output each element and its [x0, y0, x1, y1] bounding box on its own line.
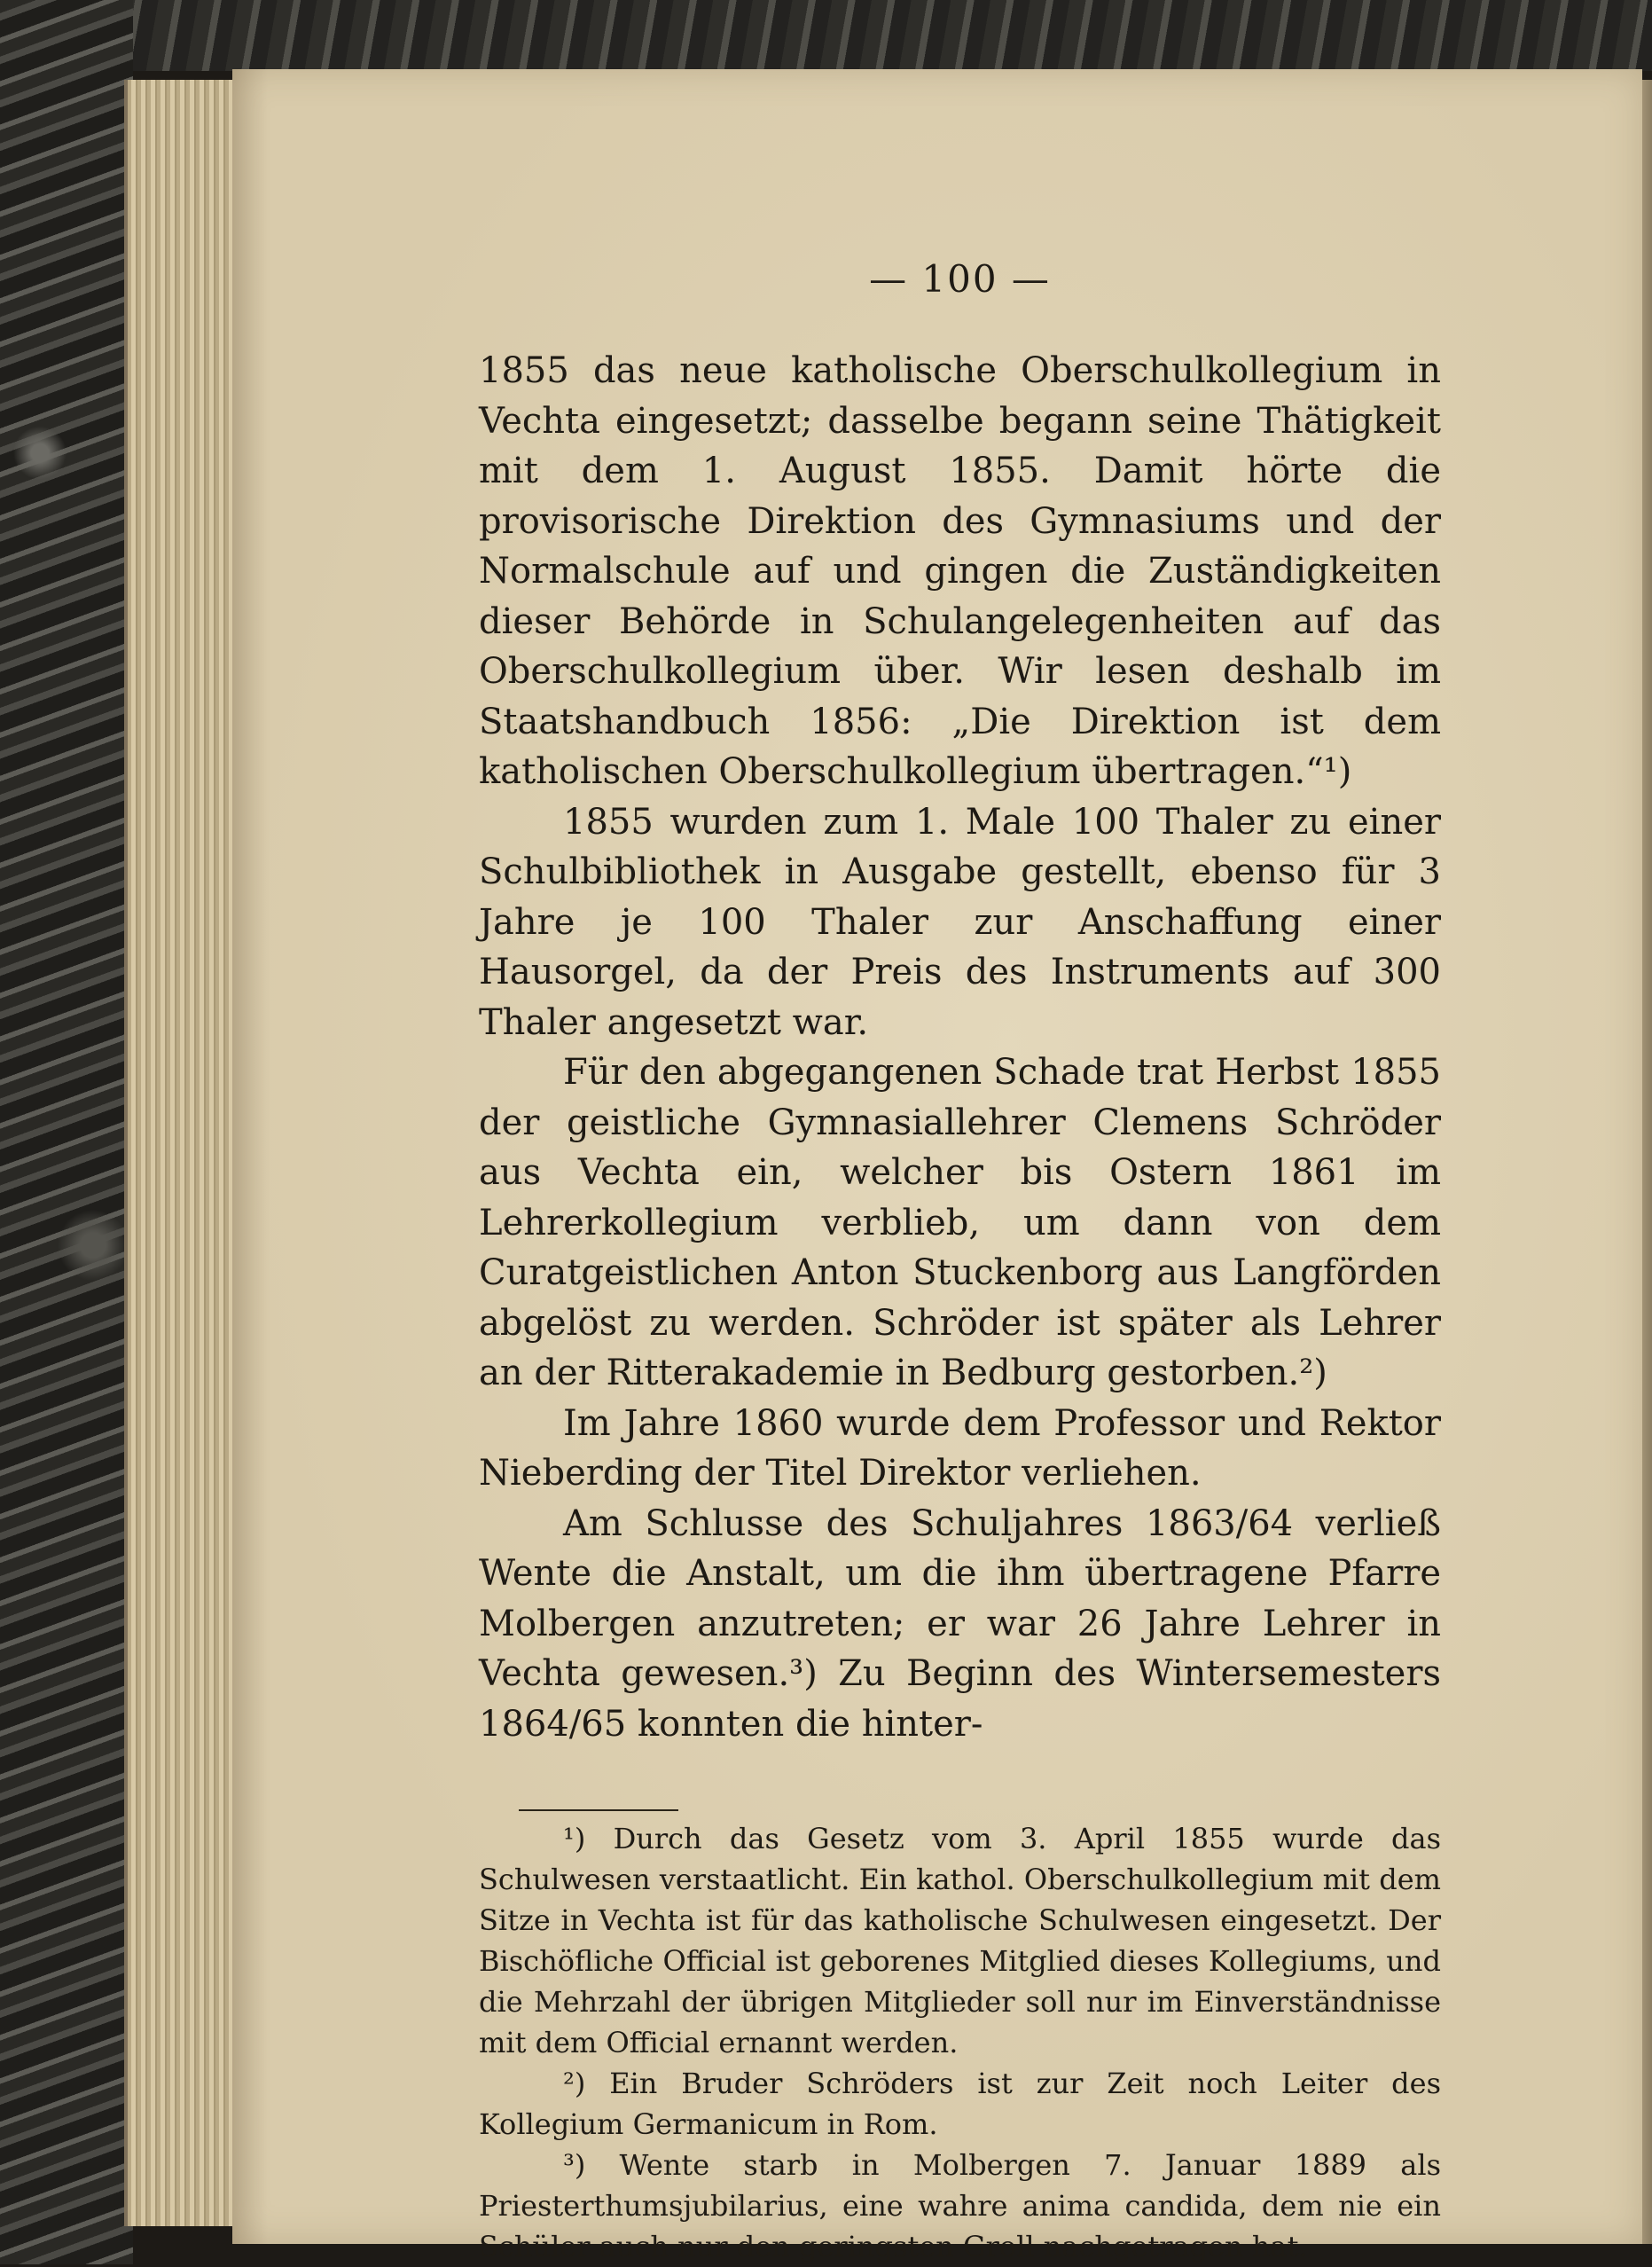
footnote-2: ²) Ein Bruder Schröders ist zur Zeit noch Leiter des Kollegium Germanicum in Rom.: [479, 2067, 1441, 2141]
footnote-3: ³) Wente starb in Molbergen 7. Januar 1889 als Priesterthumsjubilarius, eine wahre anima candida, dem nie ein Schüler auch nur den geringsten Groll nachgetragen hat.: [479, 2148, 1441, 2263]
paragraph-4: Im Jahre 1860 wurde dem Professor und Rektor Nieberding der Titel Direktor verliehen.: [479, 1402, 1441, 1494]
book-cover-top: [0, 0, 1652, 71]
paragraph-1: 1855 das neue katholische Oberschulkollegium in Vechta eingesetzt; dasselbe begann seine Thätigkeit mit dem 1. August 1855. Damit hörte die provisorische Direktion des Gymnasiums und der Normalschule auf und gingen die Zuständigkeiten dieser Behörde in Schulangelegenheiten auf das Oberschulkollegium über. Wir lesen deshalb im Staatshandbuch 1856: „Die Direktion ist dem katholischen Oberschulkollegium übertragen.“¹): [479, 350, 1441, 792]
paragraph-3: Für den abgegangenen Schade trat Herbst 1855 der geistliche Gymnasiallehrer Clemens Schröder aus Vechta ein, welcher bis Ostern 1861 im Lehrerkollegium verblieb, um dann von dem Curatgeistlichen Anton Stuckenborg aus Langförden abgelöst zu werden. Schröder ist später als Lehrer an der Ritterakademie in Bedburg gestorben.²): [479, 1052, 1441, 1393]
paragraph-5: Am Schlusse des Schuljahres 1863/64 verließ Wente die Anstalt, um die ihm übertragene Pfarre Molbergen anzutreten; er war 26 Jahre Lehrer in Vechta gewesen.³) Zu Beginn des Wintersemesters 1864/65 konnten die hinter-: [479, 1502, 1441, 1745]
page-number: — 100 —: [869, 257, 1051, 301]
footnote-1: ¹) Durch das Gesetz vom 3. April 1855 wurde das Schulwesen verstaatlicht. Ein kathol. Oberschulkollegium mit dem Sitze in Vechta ist für das katholische Schulwesen eingesetzt. Der Bischöfliche Official ist geborenes Mitglied dieses Kollegiums, und die Mehrzahl der übrigen Mitglieder soll nur im Einverständnisse mit dem Official ernannt werden.: [479, 1822, 1441, 2059]
page-edges: [124, 80, 243, 2226]
marbled-cover: [0, 0, 133, 2264]
footnote-divider: [519, 1809, 678, 1811]
footnotes: [479, 1818, 1441, 2267]
body-text: [479, 346, 1441, 1749]
paragraph-2: 1855 wurden zum 1. Male 100 Thaler zu einer Schulbibliothek in Ausgabe gestellt, ebenso für 3 Jahre je 100 Thaler zur Anschaffung einer Hausorgel, da der Preis des Instruments auf 300 Thaler angesetzt war.: [479, 801, 1441, 1043]
